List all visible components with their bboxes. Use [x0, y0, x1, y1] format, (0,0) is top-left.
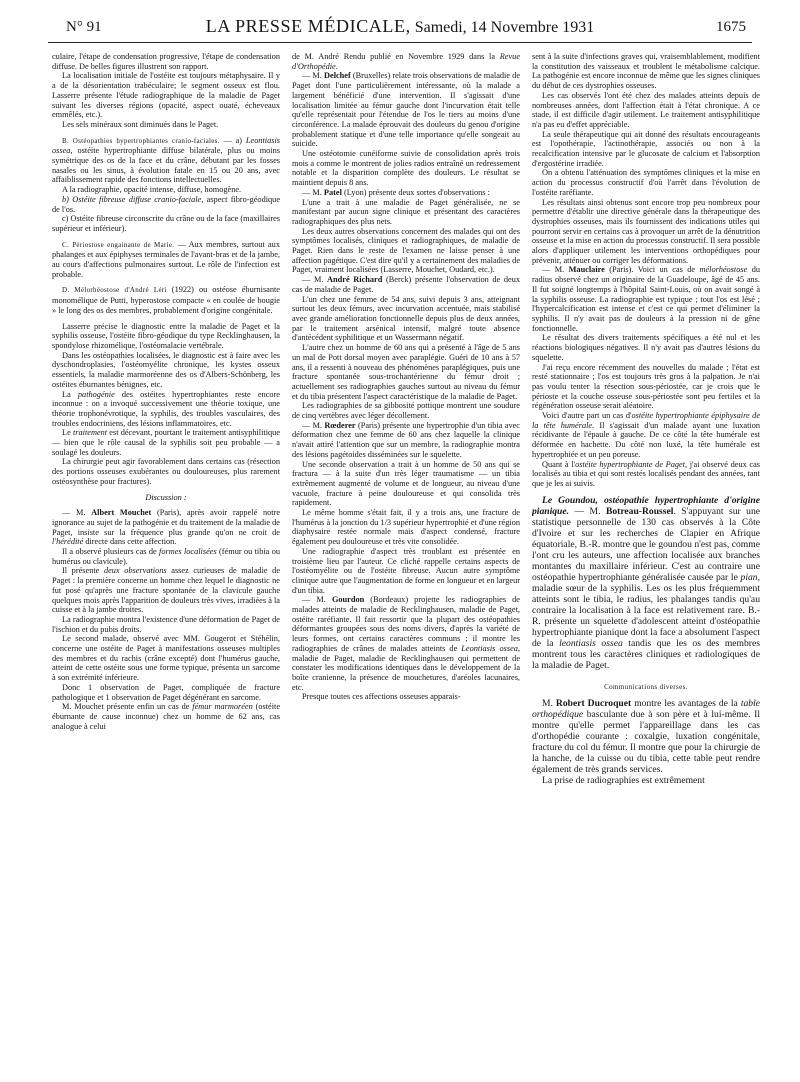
paragraph: Le Goundou, ostéopathie hypertrophiante d'origine pianique. — M. Botreau-Roussel. S'appuyant sur une statistique personnelle de 130 cas observés à la Côte d'Ivoire et sur les recherches de Clapier en Afrique équatoriale, B.-R. montre que le goundou n'est pas, comme l'ont cru les auteurs, une affection localisée aux branches montantes du maxillaire inférieur. C'est au contraire une ostéopathie hypertrophiante généralisée causée par le pian, maladie sœur de la syphilis. Les os les plus fréquemment atteints sont le tibia, le radius, les phalanges tandis qu'au contraire la localisation à la face est relativement rare. B.-R. présente un squelette d'adolescent atteint d'ostéopathie hypertrophiante pianique dont la face a absolument l'aspect de la leontiasis ossea tandis que les os des membres montrent tous les caractères cliniques et radiologiques de la maladie de Paget.	[532, 494, 760, 671]
paragraph: La radiographie montra l'existence d'une déformation de Paget de l'ischion et du pubis droits.	[52, 614, 280, 634]
paragraph: b) Ostéite fibreuse diffuse cranio-faciale, aspect fibro-géodique de l'os.	[52, 194, 280, 214]
paragraph: Les résultats ainsi obtenus sont encore trop peu nombreux pour permettre d'établir une directive générale dans la thérapeutique des dystrophies osseuses, mais ils fournissent des indications utiles qui pourront servir en certains cas à provoquer un arrêt de la dénutrition osseuse et la mise en action du processus constructif. Il sera possible alors d'appliquer utilement les interventions orthopédiques pour prévenir, atténuer ou corriger les déformations.	[532, 197, 760, 265]
term: mélorhéostose	[699, 265, 748, 275]
paragraph: Les sels minéraux sont diminués dans le Paget.	[62, 119, 219, 129]
paragraph: J'ai reçu encore récemment des nouvelles du malade ; l'état est resté stationnaire ; l'os est toujours très gros à la palpation. Je n'ai pas voulu tenter la résection sous-périostée, car je crois que le périoste et la couche osseuse sous-périostée sont peu fertiles et la régénération osseuse serait aléatoire.	[532, 362, 760, 411]
term: l'hérédité	[52, 537, 84, 547]
paragraph: Presque toutes ces affections osseuses apparais-	[302, 692, 461, 702]
page-header	[48, 14, 752, 43]
subsection-title: Le Goundou, ostéopathie hypertrophiante d'origine pianique.	[532, 494, 760, 517]
paragraph: sent à la suite d'infections graves qui, vraisemblablement, modifient la constitution des vaisseaux et troublent le métabolisme calcique. La pathogénie est encore inconnue de même que les signes cliniques du début de ces dystrophies osseuses.	[532, 52, 760, 91]
article-columns	[52, 52, 760, 1074]
paragraph: La prise de radiographies est extrêmement	[542, 775, 705, 787]
paragraph: c) Ostéite fibreuse circonscrite du crâne ou de la face (maxillaires supérieur et inférieur).	[52, 214, 280, 233]
paragraph: La chirurgie peut agir favorablement dans certains cas (résection des portions osseuses exubérantes ou douloureuses, plus rarement ostéosynthèse pour fractures).	[52, 457, 280, 486]
paragraph: Quant à l'ostéite hypertrophiante de Paget, j'ai observé deux cas localisés au tibia et qui sont restés localisés pendant des années, tant que je les ai suivis.	[532, 459, 760, 488]
term: fémur marmoréen	[192, 702, 253, 712]
term: pathogénie	[77, 389, 115, 399]
term: Revue d'Orthopédie	[292, 52, 520, 71]
section-heading: D. Mélorhéostose d'André Léri	[62, 286, 167, 295]
term: Leontiasis ossea	[52, 135, 280, 156]
author-name: Patel	[323, 187, 342, 197]
term: leontiasis ossea	[559, 637, 623, 649]
paragraph: — M. Patel (Lyon) présente deux sortes d'observations :	[302, 187, 490, 197]
paragraph: Donc 1 observation de Paget, compliquée de fracture pathologique et 1 observation de Paget dégénérant en sarcome.	[52, 682, 280, 702]
paragraph: Il a observé plusieurs cas de formes localisées (fémur ou tibia ou humérus ou clavicule).	[52, 547, 280, 566]
term: ostéite hypertrophiante de Paget	[575, 459, 686, 469]
column-2	[292, 52, 520, 1074]
term: Leontiasis ossea	[461, 643, 518, 653]
paragraph: La seule thérapeutique qui ait donné des résultats encourageants est l'opothérapie, l'actinothérapie, associés ou non à la recalcification intensive par le glucosate de calcium et l'absorption d'ergostérine irradiée.	[532, 129, 760, 168]
paragraph: Lasserre précise le diagnostic entre la maladie de Paget et la syphilis osseuse, l'ostéite fibro-géodique du type Recklinghausen, la spondylose rhizomélique, l'ostéomalacie vertébrale.	[52, 321, 280, 350]
paragraph: Il présente deux observations assez curieuses de maladie de Paget : la première concerne un homme chez lequel le diagnostic ne fut posé qu'après une fracture spontanée de la clavicule gauche quelques mois après l'apparition de douleurs très vives, irradiées à la cuisse et à la jambe droites.	[52, 566, 280, 615]
term: table orthopédique	[532, 698, 760, 721]
section-d: D. Mélorhéostose d'André Léri (1922) ou ostéose éburnisante monomélique de Putti, hyperostose compacte « en coulée de bougie » le long des os des membres, probablement d'origine congénitale.	[52, 285, 280, 315]
column-1	[52, 52, 280, 1074]
paragraph: Le résultat des divers traitements spécifiques a été nul et les réactions biologiques négatives. Il n'y avait pas d'autres lésions du squelette.	[532, 333, 760, 362]
paragraph: M. Robert Ducroquet montre les avantages de la table orthopédique basculante due à son père et à lui-même. Il montre qu'elle permet l'appareillage dans les cas d'orthopédie courante : coxalgie, luxation congénitale, fracture du col du fémur. Il montre que pour la chirurgie de la hanche, de la cuisse ou du tibia, cette table peut rendre également de très grands services.	[532, 698, 760, 776]
paragraph: Une radiographie d'aspect très troublant est présentée en troisième lieu par l'auteur. Ce cliché rappelle certains aspects de l'ostéomyélite ou de l'ostéite fibreuse. Aucun autre symptôme clinique autre que l'augmentation de forme en longueur et en largeur d'un tibia.	[292, 546, 520, 595]
discussion-title: Discussion :	[145, 492, 187, 502]
term: ostéite hypertrophiante épiphysaire de la tête humérale	[532, 411, 760, 430]
author-name: Botreau-Roussel	[605, 505, 674, 517]
term: formes localisées	[159, 547, 217, 557]
masthead-center	[48, 16, 752, 37]
paragraph: Dans les ostéopathies localisées, le diagnostic est à faire avec les dyschondroplasies, l'ostéomyélite chronique, les kystes osseux essentiels, la maladie marmoréenne des os d'Albers-Schönberg, les ostéites éburnantes bénignes, etc.	[52, 350, 280, 389]
section-c: C. Périostose engainante de Marie. — Aux membres, surtout aux phalanges et aux épiphyses terminales de l'avant-bras et de la jambe, au cours d'affections pulmonaires surtout. Le rôle de l'infection est probable.	[52, 239, 280, 279]
paragraph: On a obtenu l'atténuation des symptômes cliniques et la mise en action du processus constructif d'où l'arrêt dans l'évolution de l'ostéite raréfiante.	[532, 168, 760, 197]
author-name: Albert Mouchet	[91, 508, 152, 518]
paragraph: Voici d'autre part un cas d'ostéite hypertrophiante épiphysaire de la tête humérale. Il s'agissait d'un malade ayant une luxation récidivante de l'épaule à gauche. De ce côté la tête humérale est déformée en hachette. Du côté non luxé, la tête humérale est hypertrophiée et un peu poreuse.	[532, 411, 760, 459]
paragraph: Une seconde observation a trait à un homme de 50 ans qui se fractura — à la suite d'un très léger traumatisme — un tibia extrêmement augmenté de volume et de longueur, au niveau d'une vacuole, fracture à peine douloureuse et qui consolida très rapidement.	[292, 459, 520, 508]
paragraph: L'un chez une femme de 54 ans, suivi depuis 3 ans, atteignant surtout les deux fémurs, avec incurvation accentuée, mais stabilisé avec grande amélioration fonctionnelle depuis plus de deux années, par le traitement arsénical intensif, malgré toute absence d'antécédent syphilitique et un Wassermann négatif.	[292, 294, 520, 343]
paragraph: M. Mouchet présente enfin un cas de fémur marmoréen (ostéite éburnante de cause inconnue) chez un homme de 62 ans, cas analogue à celui	[52, 702, 280, 731]
paragraph: — M. Mauclaire (Paris). Voici un cas de mélorhéostose du radius observé chez un originaire de la Guadeloupe, âgé de 45 ans. Il fut soigné longtemps à l'hôpital Saint-Louis, où on avait songé à la syphilis osseuse. La radiographie est typique ; tout l'os est lésé ; l'hypercalcification est intense et c'est ce qui permet d'éliminer la syphilis. Il n'y avait pas de douleurs à la pression ni de gêne fonctionnelle.	[532, 265, 760, 333]
paragraph: Les cas observés l'ont été chez des malades atteints depuis de nombreuses années, dont l'affection était à l'état chronique. A ce stade, il est difficile d'agir utilement. Le traitement antisyphilitique n'a pas eu d'effet appréciable.	[532, 90, 760, 129]
issue-number: N° 91	[66, 19, 102, 35]
paragraph: La pathogénie des ostéites hypertrophiantes reste encore inconnue : on a invoqué successivement une théorie toxique, une théorie trophonévrotique, la syphilis, des troubles vasculaires, des troubles endocriniens, des lésions inflammatoires, etc.	[52, 389, 280, 428]
paragraph: — M. Albert Mouchet (Paris), après avoir rappelé notre ignorance au sujet de la pathogénie et du traitement de la maladie de Paget, insiste sur la fréquence plus grande qu'on ne croit de l'hérédité directe dans cette affection.	[52, 508, 280, 547]
column-3	[532, 52, 760, 1074]
paragraph: — M. Delchef (Bruxelles) relate trois observations de maladie de Paget dont l'une particulièrement intéressante, où la malade a largement bénéficié d'une intervention. Il s'agissait d'une localisation limitée au fémur gauche dont l'incurvation était telle qu'elle représentait pour l'étendue de l'os le tiers au moins d'une circonférence. La malade éprouvait des douleurs du genou d'origine probablement statique et d'une telle importance qu'elle songeait au suicide.	[292, 71, 520, 149]
paragraph: Le traitement est décevant, pourtant le traitement antisyphilitique — bien que le rôle causal de la syphilis soit peu probable — a soulagé les douleurs.	[52, 428, 280, 457]
paragraph: culaire, l'étape de condensation progressive, l'étape de condensation diffuse. De belles figures illustrent son rapport.	[52, 52, 280, 71]
paragraph: L'une a trait à une maladie de Paget généralisée, ne se manifestant par aucun signe clinique et présentant des caractères radiographiques des plus nets.	[292, 197, 520, 226]
term: deux observations	[103, 566, 167, 576]
section-heading: C. Périostose engainante de Marie.	[62, 240, 175, 249]
author-name: André Richard	[327, 275, 383, 285]
paragraph: L'autre chez un homme de 60 ans qui a présenté à l'âge de 5 ans un mal de Pott dorsal moyen avec paraplégie. Guéri de 10 ans à 57 ans, il a ressenti à nouveau des phénomènes paraplégiques, puis une fracture spontanée sous-trochantérienne du fémur droit ; actuellement ses radiographies gauches surtout au niveau du fémur et du tibia présentent l'aspect caractéristique de la maladie de Paget.	[292, 343, 520, 401]
author-name: Rœderer	[324, 420, 356, 430]
paragraph: — M. Gourdon (Bordeaux) projette les radiographies de malades atteints de maladie de Recklinghausen, maladie de Paget, ostéite raréfiante. Il fait ressortir que la plupart des ostéopathies déformantes groupées sous des noms divers, d'après la variété de leurs formes, ont certains caractères communs ; il montre les radiographies de crânes de malades atteints de Leontiasis ossea, maladie de Paget, maladie de Recklinghausen qui permettent de constater les modifications identiques dans le développement de la boîte cranienne, la présence de mouchetures, d'aréoles lacunaires, etc.	[292, 595, 520, 692]
paragraph: — M. André Richard (Berck) présente l'observation de deux cas de maladie de Paget.	[292, 275, 520, 294]
paragraph: de M. André Rendu publié en Novembre 1929 dans la Revue d'Orthopédie.	[292, 52, 520, 71]
section-b: B. Ostéopathies hypertrophiantes cranio-faciales. — a) Leontiasis ossea, ostéite hypertrophiante diffuse bilatérale, plus ou moins symétrique des os de la face et du crâne, débutant par les fosses nasales ou les sinus, à évolution fatale en 15 ou 20 ans, avec affaiblissement rapide des fonctions intellectuelles.	[52, 135, 280, 185]
paragraph: — M. Rœderer (Paris) présente une hypertrophie d'un tibia avec déformation chez une femme de 60 ans chez laquelle la clinique n'avait attiré l'attention que sur un membre, la radiographie montra des lésions pagétoides disséminées sur le squelette.	[292, 420, 520, 459]
section-rubric: Communications diverses.	[604, 682, 688, 691]
paragraph: A la radiographie, opacité intense, diffuse, homogène.	[62, 185, 242, 195]
paragraph: Le même homme s'était fait, il y a trois ans, une fracture de l'humérus à la jonction du 1/3 supérieur hypertrophié et d'une région diaphysaire restée normale mais d'aspect condensé, fracture également peu douloureuse et très vite consolidée.	[292, 508, 520, 547]
author-name: Robert Ducroquet	[555, 698, 632, 710]
author-name: Gourdon	[331, 595, 365, 605]
paragraph: Les deux autres observations concernent des malades qui ont des symptômes localisés, cliniques et radiographiques, de maladie de Paget. Rien dans le reste de l'examen ne laisse penser à une affection pagétique. C'est dire qu'il y a certainement des maladies de Paget, vraiment localisées (Lasserre, Mouchet, Oudard, etc.).	[292, 226, 520, 275]
issue-date: Samedi, 14 Novembre 1931	[414, 19, 595, 36]
paragraph: Les radiographies de sa gibbosité pottique montrent une soudure de cinq vertèbres avec léger décollement.	[292, 401, 520, 421]
page-number: 1675	[716, 19, 746, 35]
term: b) Ostéite fibreuse diffuse cranio-faciale	[62, 194, 202, 204]
author-name: Mauclaire	[568, 265, 605, 275]
author-name: Delchef	[324, 71, 351, 81]
section-heading: B. Ostéopathies hypertrophiantes cranio-faciales.	[62, 136, 220, 145]
journal-title: LA PRESSE MÉDICALE,	[205, 16, 411, 36]
paragraph: Le second malade, observé avec MM. Gougerot et Stéhélin, concerne une ostéite de Paget à manifestations osseuses multiples des membres et du rachis (crâne excepté) dont l'humérus gauche, atteint de cette ostéite sous une forme typique, présenta un sarcome à son extrémité inférieure.	[52, 634, 280, 683]
term: pian	[740, 571, 758, 583]
paragraph: Une ostéotomie cunéiforme suivie de consolidation après trois mois a comme le montrent de jolies radios entraîné un redressement notable et la disparition complète des douleurs. Le résultat se maintient depuis 8 ans.	[292, 149, 520, 188]
paragraph: La localisation initiale de l'ostéite est toujours métaphysaire. Il y a de la désorientation trabéculaire; le segment osseux est flou. Lasserre présente l'étude radiographique de la maladie de Paget suivant les diverses régions (opacité, aspect ouaté, écheveaux emmêlés, etc.).	[52, 71, 280, 120]
term: traitement	[72, 428, 108, 438]
